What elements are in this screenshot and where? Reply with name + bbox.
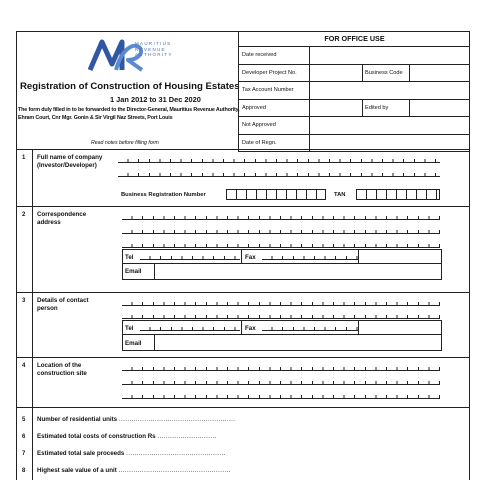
- sale-proceeds-label: Estimated total sale proceeds: [37, 450, 125, 457]
- address-field-3[interactable]: [122, 242, 440, 248]
- divider-3: [16, 357, 470, 358]
- residential-units-dots: .......................................................: [118, 416, 236, 423]
- residential-units-field[interactable]: [37, 416, 235, 423]
- form-instruction: The form duly filled in to be forwarded to the Director-General, Mauritius Revenue Authority, Ehram Court, Cnr Mgr. Gonin & Sir Virgil Naz Streets, Port Louis: [18, 107, 240, 122]
- tan-field[interactable]: [356, 189, 440, 200]
- fax-field-2[interactable]: [262, 254, 358, 260]
- company-name-field-2[interactable]: [118, 171, 440, 177]
- construction-cost-field[interactable]: [37, 433, 217, 440]
- office-use-heading: FOR OFFICE USE: [238, 31, 470, 47]
- highest-sale-value-dots: .....................................................: [118, 467, 231, 474]
- section-number-3: 3: [22, 298, 26, 304]
- form-title: Registration of Construction of Housing Estates: [20, 81, 240, 92]
- tax-account-label: Tax Account Number: [242, 87, 294, 93]
- divider-4: [16, 407, 470, 408]
- divider-1: [16, 206, 470, 207]
- address-field-2[interactable]: [122, 228, 440, 234]
- section-number-8: 8: [22, 468, 26, 474]
- form-period: 1 Jan 2012 to 31 Dec 2020: [110, 95, 201, 104]
- email-field-2[interactable]: [156, 265, 440, 279]
- contact-person-label: Details of contact person: [37, 297, 89, 312]
- office-use-panel: [238, 31, 470, 152]
- highest-sale-value-label: Highest sale value of a unit: [37, 467, 117, 474]
- tel-field-2[interactable]: [140, 254, 240, 260]
- construction-cost-dots: ............................: [157, 433, 217, 440]
- fax-label-2: Fax: [245, 254, 256, 261]
- date-received-row[interactable]: [238, 47, 470, 65]
- email-label-3: Email: [125, 340, 142, 347]
- residential-units-label: Number of residential units: [37, 416, 118, 423]
- section-number-5: 5: [22, 417, 26, 423]
- section-number-7: 7: [22, 451, 26, 457]
- brn-field[interactable]: [226, 189, 326, 200]
- sale-proceeds-field[interactable]: [37, 450, 226, 457]
- tax-account-row[interactable]: [238, 82, 470, 100]
- tel-fax-separator-2: [241, 249, 242, 264]
- company-name-label: Full name of company (Investor/Developer): [37, 154, 103, 169]
- sale-proceeds-dots: ...............................................: [126, 450, 226, 457]
- location-field-2[interactable]: [122, 379, 440, 385]
- location-label: Location of the construction site: [37, 362, 87, 377]
- contact-person-field-1[interactable]: [122, 300, 440, 306]
- date-received-label: Date received: [242, 52, 277, 58]
- divider-2: [16, 292, 470, 293]
- developer-project-label: Developer Project No.: [242, 69, 297, 76]
- not-approved-label: Not Approved: [242, 122, 276, 128]
- developer-project-row[interactable]: [238, 65, 470, 83]
- read-notes-hint: Read notes before filling form: [91, 140, 159, 146]
- section-number-6: 6: [22, 434, 26, 440]
- tel-label-3: Tel: [125, 325, 134, 332]
- highest-sale-value-field[interactable]: [37, 467, 231, 474]
- construction-cost-label: Estimated total costs of construction Rs: [37, 433, 156, 440]
- business-code-label: Business Code: [365, 69, 403, 76]
- date-of-regn-label: Date of Regn.: [242, 139, 277, 146]
- number-column-line: [32, 150, 33, 480]
- contact-person-field-2[interactable]: [122, 313, 440, 319]
- fax-end-separator-3: [358, 320, 359, 335]
- tel-fax-separator-3: [241, 320, 242, 335]
- email-separator-3: [154, 335, 155, 351]
- fax-field-3[interactable]: [262, 325, 358, 331]
- fax-label-3: Fax: [245, 325, 256, 332]
- edited-by-label: Edited by: [365, 104, 389, 111]
- section-number-4: 4: [22, 363, 26, 369]
- section-number-2: 2: [22, 212, 26, 218]
- logo-text: MAURITIUS REVENUE AUTHORITY: [135, 41, 173, 58]
- location-field-1[interactable]: [122, 365, 440, 371]
- correspondence-address-label: Correspondence address: [37, 211, 87, 226]
- not-approved-row[interactable]: [238, 117, 470, 135]
- approved-label: Approved: [242, 104, 266, 111]
- tan-label: TAN: [334, 192, 346, 198]
- tel-field-3[interactable]: [140, 325, 240, 331]
- location-field-3[interactable]: [122, 393, 440, 399]
- section-number-1: 1: [22, 155, 26, 161]
- approved-row[interactable]: [238, 100, 470, 118]
- fax-end-separator-2: [358, 249, 359, 264]
- email-field-3[interactable]: [156, 336, 440, 350]
- email-separator-2: [154, 264, 155, 280]
- company-name-field-1[interactable]: [118, 157, 440, 163]
- header-divider: [16, 149, 470, 150]
- tel-label-2: Tel: [125, 254, 134, 261]
- email-label-2: Email: [125, 268, 142, 275]
- brn-label: Business Registration Number: [121, 192, 206, 198]
- address-field-1[interactable]: [122, 214, 440, 220]
